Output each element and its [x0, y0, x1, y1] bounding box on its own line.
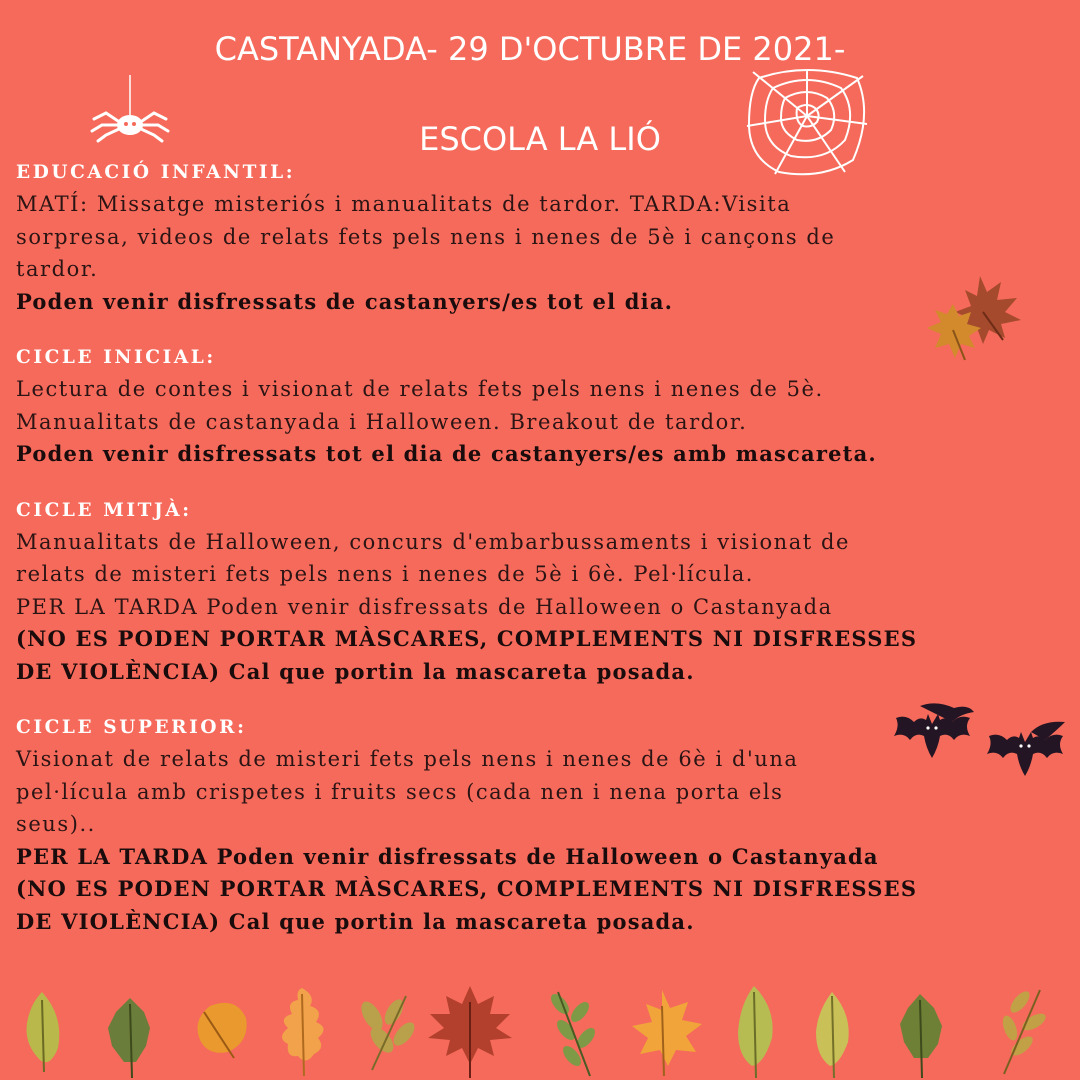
section-line: tardor. [16, 257, 99, 281]
section-line: relats de misteri fets pels nens i nenes de 5è i 6è. Pel·lícula. [16, 562, 755, 586]
section-heading: CICLE INICIAL: [16, 347, 216, 368]
section-line-bold: Poden venir disfressats de castanyers/es tot el dia. [16, 288, 674, 314]
section-educacio-infantil [16, 158, 1066, 318]
section-line-bold: DE VIOLÈNCIA) Cal que portin la mascareta posada. [16, 908, 695, 934]
poster-title-line2: ESCOLA LA LIÓ [419, 120, 661, 158]
section-line: sorpresa, videos de relats fets pels nens i nenes de 5è i cançons de [16, 224, 836, 249]
section-heading: CICLE SUPERIOR: [16, 717, 247, 738]
section-heading: EDUCACIÓ INFANTIL: [16, 162, 296, 183]
section-cicle-mitja [16, 496, 1066, 689]
leaf-icon [0, 982, 1080, 1080]
section-line: PER LA TARDA Poden venir disfressats de Halloween o Castanyada [16, 594, 833, 619]
section-cicle-inicial [16, 343, 1066, 471]
section-line: Lectura de contes i visionat de relats fets pels nens i nenes de 5è. [16, 377, 824, 401]
section-line-bold: DE VIOLÈNCIA) Cal que portin la mascareta posada. [16, 658, 695, 684]
section-line-bold: PER LA TARDA Poden venir disfressats de Halloween o Castanyada [16, 843, 879, 869]
section-line-bold: Poden venir disfressats tot el dia de castanyers/es amb mascareta. [16, 441, 877, 466]
section-line-bold: (NO ES PODEN PORTAR MÀSCARES, COMPLEMENTS NI DISFRESSES [16, 876, 918, 901]
section-line: MATÍ: Missatge misteriós i manualitats de tardor. TARDA:Visita [16, 192, 792, 216]
section-cicle-superior [16, 713, 1066, 938]
section-line-bold: (NO ES PODEN PORTAR MÀSCARES, COMPLEMENTS NI DISFRESSES [16, 626, 918, 651]
spider-icon [88, 75, 170, 145]
section-line: Visionat de relats de misteri fets pels nens i nenes de 6è i d'una [16, 747, 799, 771]
section-heading: CICLE MITJÀ: [16, 499, 192, 521]
section-line: Manualitats de castanyada i Halloween. Breakout de tardor. [16, 409, 748, 434]
section-line: seus).. [16, 812, 96, 836]
section-line: Manualitats de Halloween, concurs d'embarbussaments i visionat de [16, 529, 850, 554]
schedule-content [16, 158, 1066, 938]
section-line: pel·lícula amb crispetes i fruits secs (cada nen i nena porta els [16, 779, 784, 804]
poster-title-line1: CASTANYADA- 29 D'OCTUBRE DE 2021- [214, 30, 846, 68]
